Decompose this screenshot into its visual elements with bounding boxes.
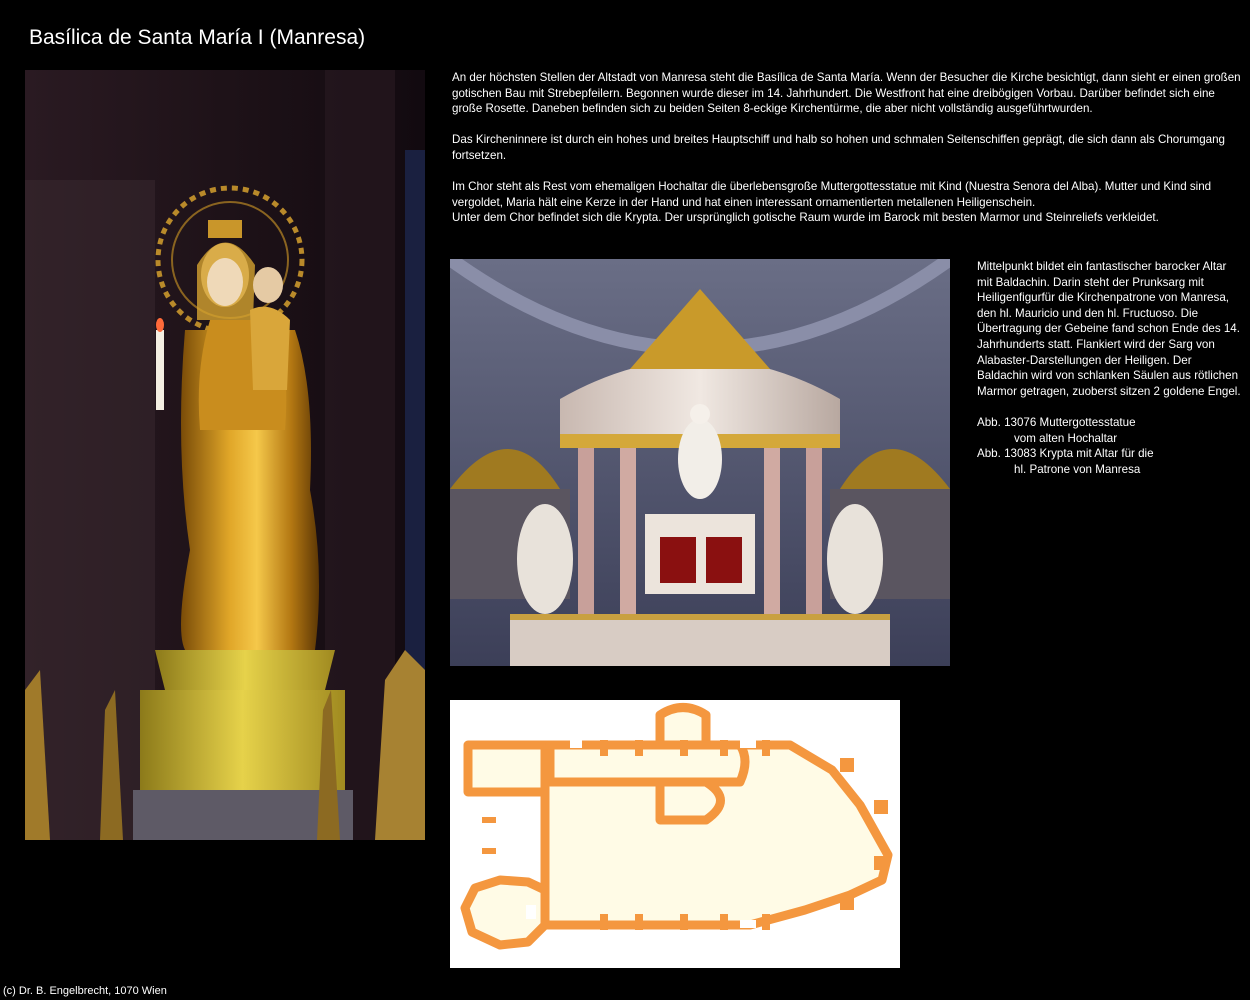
caption-13083 xyxy=(977,446,1242,477)
caption-13076-line2: vom alten Hochaltar xyxy=(1014,431,1118,445)
page-title: Basílica de Santa María I (Manresa) xyxy=(29,26,366,49)
intro-paragraph-3b: Unter dem Chor befindet sich die Krypta. Der ursprünglich gotische Raum wurde im Barock mit besten Marmor und Steinreliefs verkleidet. xyxy=(452,211,1159,225)
caption-13083-line1: Abb. 13083 Krypta mit Altar für die xyxy=(977,447,1154,461)
image-captions xyxy=(977,415,1242,477)
intro-paragraph-3 xyxy=(452,179,1242,226)
caption-13076-line1: Abb. 13076 Muttergottesstatue xyxy=(977,415,1136,429)
caption-13083-line2: hl. Patrone von Manresa xyxy=(1014,462,1141,476)
side-paragraph: Mittelpunkt bildet ein fantastischer barocker Altar mit Baldachin. Darin steht der Prunksarg mit Heiligenfigurfür die Kirchenpatrone von Manresa, den hl. Mauricio und den hl. Fructuoso. Die Übertragung der Gebeine fand schon Ende des 14. Jahrhunderts statt. Flankiert wird der Sarg von Alabaster-Darstellungen der Heiligen. Der Baldachin wird von schlanken Säulen aus rötlichen Marmor getragen, zuoberst sitzen 2 goldene Engel. xyxy=(977,260,1241,398)
copyright-footer: (c) Dr. B. Engelbrecht, 1070 Wien xyxy=(3,985,167,997)
madonna-statue-photo xyxy=(25,70,425,840)
crypt-altar-photo xyxy=(450,259,950,666)
intro-paragraph-3a: Im Chor steht als Rest vom ehemaligen Hochaltar die überlebensgroße Muttergottesstatue mit Kind (Nuestra Senora del Alba). Mutter und Kind sind vergoldet, Maria hält eine Kerze in der Hand und hat einen interessant ornamentierten metallenen Heiligenschein. xyxy=(452,180,1212,209)
floor-plan-diagram xyxy=(450,700,900,968)
intro-paragraph-1: An der höchsten Stellen der Altstadt von Manresa steht die Basílica de Santa María. Wenn der Besucher die Kirche besichtigt, dann sieht er einen großen gotischen Bau mit Strebepfeilern. Begonnen wurde dieser im 14. Jahrhundert. Die Westfront hat eine dreibögigen Vorbau. Darüber befindet sich eine große Rosette. Daneben befinden sich zu beiden Seiten 8-eckige Kirchentürme, die aber nicht vollständig ausgeführtwurden. xyxy=(452,71,1241,116)
intro-text xyxy=(452,70,1242,242)
caption-13076 xyxy=(977,415,1242,446)
side-description xyxy=(977,259,1242,477)
intro-paragraph-2: Das Kircheninnere ist durch ein hohes und breites Hauptschiff und halb so hohen und schmalen Seitenschiffen geprägt, die sich dann als Chorumgang fortsetzen. xyxy=(452,133,1225,162)
